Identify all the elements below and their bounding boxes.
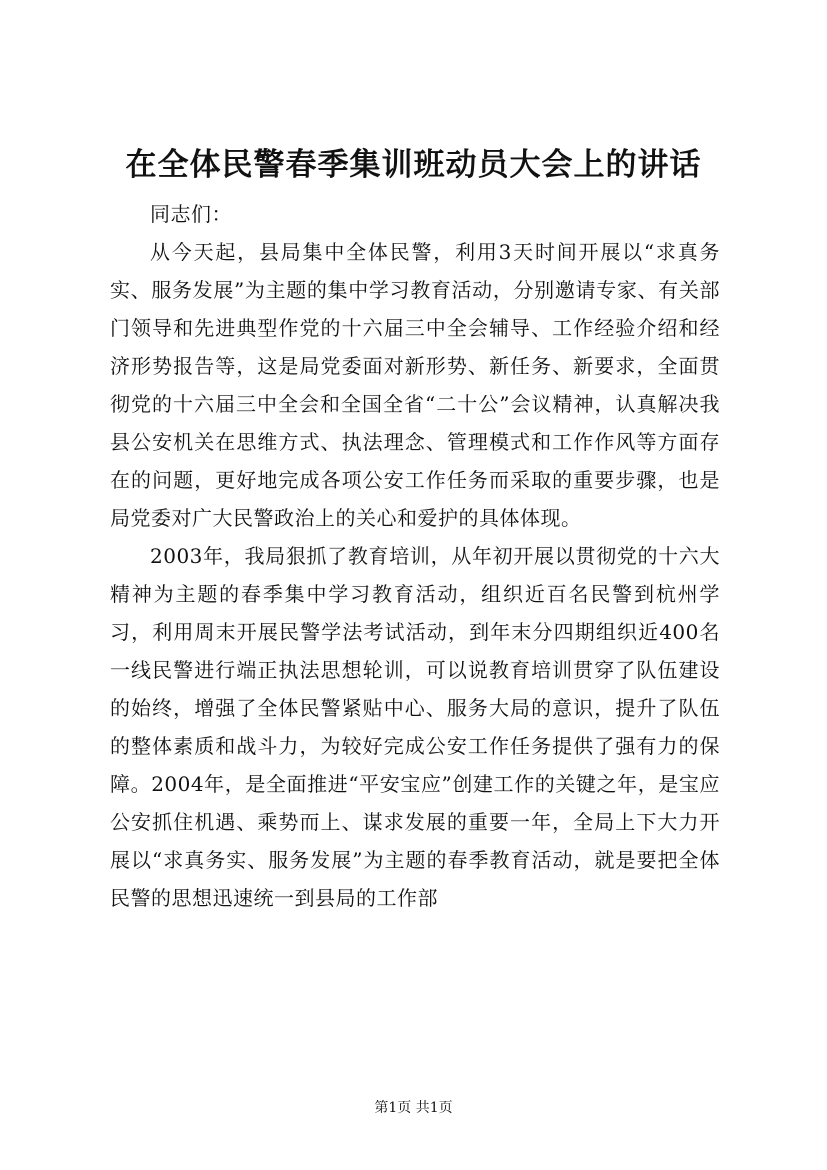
paragraph-2: 2003年，我局狠抓了教育培训，从年初开展以贯彻党的十六大精神为主题的春季集中学习教育活动，组织近百名民警到杭州学习，利用周末开展民警学法考试活动，到年末分四期组织近400名一线民警进行端正执法思想轮训，可以说教育培训贯穿了队伍建设的始终，增强了全体民警紧贴中心、服务大局的意识，提升了队伍的整体素质和战斗力，为较好完成公安工作任务提供了强有力的保障。2004年，是全面推进“平安宝应”创建工作的关键之年，是宝应公安抓住机遇、乘势而上、谋求发展的重要一年，全局上下大力开展以“求真务实、服务发展”为主题的春季教育活动，就是要把全体民警的思想迅速统一到县局的工作部: [110, 544, 720, 910]
document-body: [110, 195, 720, 917]
paragraph-1: 从今天起，县局集中全体民警，利用3天时间开展以“求真务实、服务发展”为主题的集中学习教育活动，分别邀请专家、有关部门领导和先进典型作党的十六届三中全会辅导、工作经验介绍和经济形势报告等，这是局党委面对新形势、新任务、新要求，全面贯彻党的十六届三中全会和全国全省“二十公”会议精神，认真解决我县公安机关在思维方式、执法理念、管理模式和工作作风等方面存在的问题，更好地完成各项公安工作任务而采取的重要步骤，也是局党委对广大民警政治上的关心和爱护的具体体现。: [110, 240, 720, 530]
document-title: 在全体民警春季集训班动员大会上的讲话: [125, 147, 702, 183]
greeting: 同志们：: [150, 202, 232, 226]
page-footer: 第1页 共1页: [374, 1100, 453, 1116]
